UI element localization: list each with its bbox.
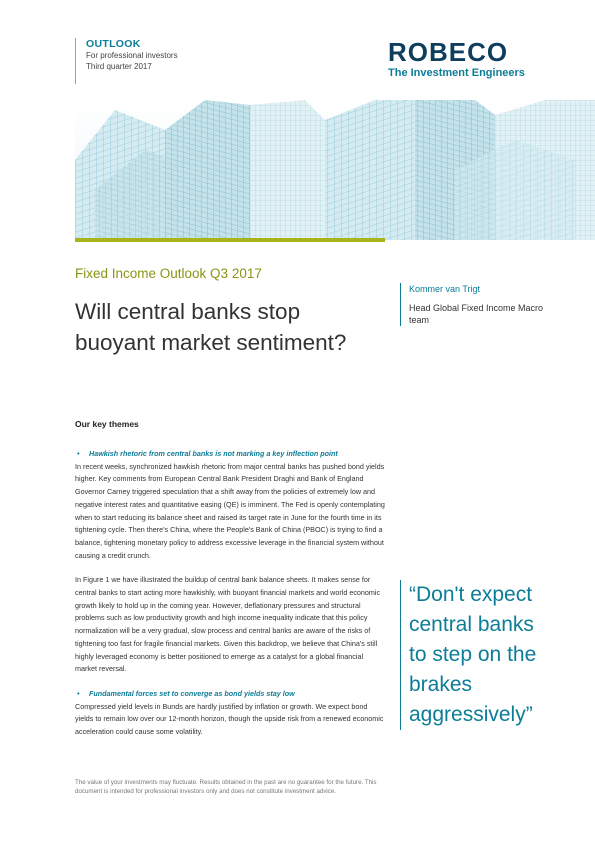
body-paragraph: In recent weeks, synchronized hawkish rhetoric from major central banks has pushed bond yields higher. Key comments from European Central Bank President Draghi and Bank of England Governor Carney triggered speculation that a shift away from the policies of extremely low and negative interest rates and quantitative easing (QE) is imminent. The Fed is openly contemplating when to start reducing its balance sheet and raised its target rate in June for the fourth time in its tightening cycle. Then there's China, where the People's Bank of China (PBOC) is trying to find a balance, tightening monetary policy to address excessive leverage in the financial system without causing a credit crunch.: [75, 461, 385, 560]
body-paragraph: In Figure 1 we have illustrated the buildup of central bank balance sheets. It makes sense for central banks to start acting more hawkishly, with buoyant financial markets and world economic growth likely to hold up in the coming year. However, deflationary pressures and structural problems such as low productivity growth and high income inequality indicate that this policy normalization will be a very gradual, slow process and central banks are aware of the risks of tightening too fast for fragile financial markets. Given this backdrop, we believe that China's still highly leveraged economy is better positioned to emerge as a catalyst for a global financial market reversal.: [75, 575, 381, 674]
author-block: [400, 283, 549, 326]
article-kicker: Fixed Income Outlook Q3 2017: [75, 266, 262, 281]
article-body: [75, 448, 385, 739]
audience-label: For professional investors: [86, 51, 178, 60]
section-label: OUTLOOK: [86, 38, 141, 50]
themes-heading: Our key themes: [75, 419, 139, 429]
logo-tagline: The Investment Engineers: [388, 67, 525, 79]
author-role: Head Global Fixed Income Macro team: [409, 303, 544, 325]
theme-bullet: • Fundamental forces set to converge as bond yields stay low: [75, 688, 385, 701]
header-block: [75, 38, 178, 84]
theme-bullet: • Hawkish rhetoric from central banks is not marking a key inflection point: [75, 448, 385, 461]
skyscraper-image: [75, 100, 595, 240]
logo-wordmark: ROBECO: [388, 37, 509, 67]
disclaimer-footnote: The value of your investments may fluctuate. Results obtained in the past are no guarantee for the future. This document is intended for professional investors only and does not constitute investment advice.: [75, 779, 377, 795]
article-headline: Will central banks stop buoyant market sentiment?: [75, 299, 347, 355]
robeco-logo: [388, 38, 533, 80]
body-paragraph: Compressed yield levels in Bunds are hardly justified by inflation or growth. We expect bond yields to remain low over our 12-month horizon, though the upside risk from a renewed economic acceleration could cause some volatility.: [75, 701, 384, 737]
author-name: Kommer van Trigt: [409, 284, 481, 294]
accent-rule: [75, 238, 385, 242]
pull-quote: “Don't expect central banks to step on the brakes aggressively”: [400, 580, 549, 730]
period-label: Third quarter 2017: [86, 62, 152, 71]
